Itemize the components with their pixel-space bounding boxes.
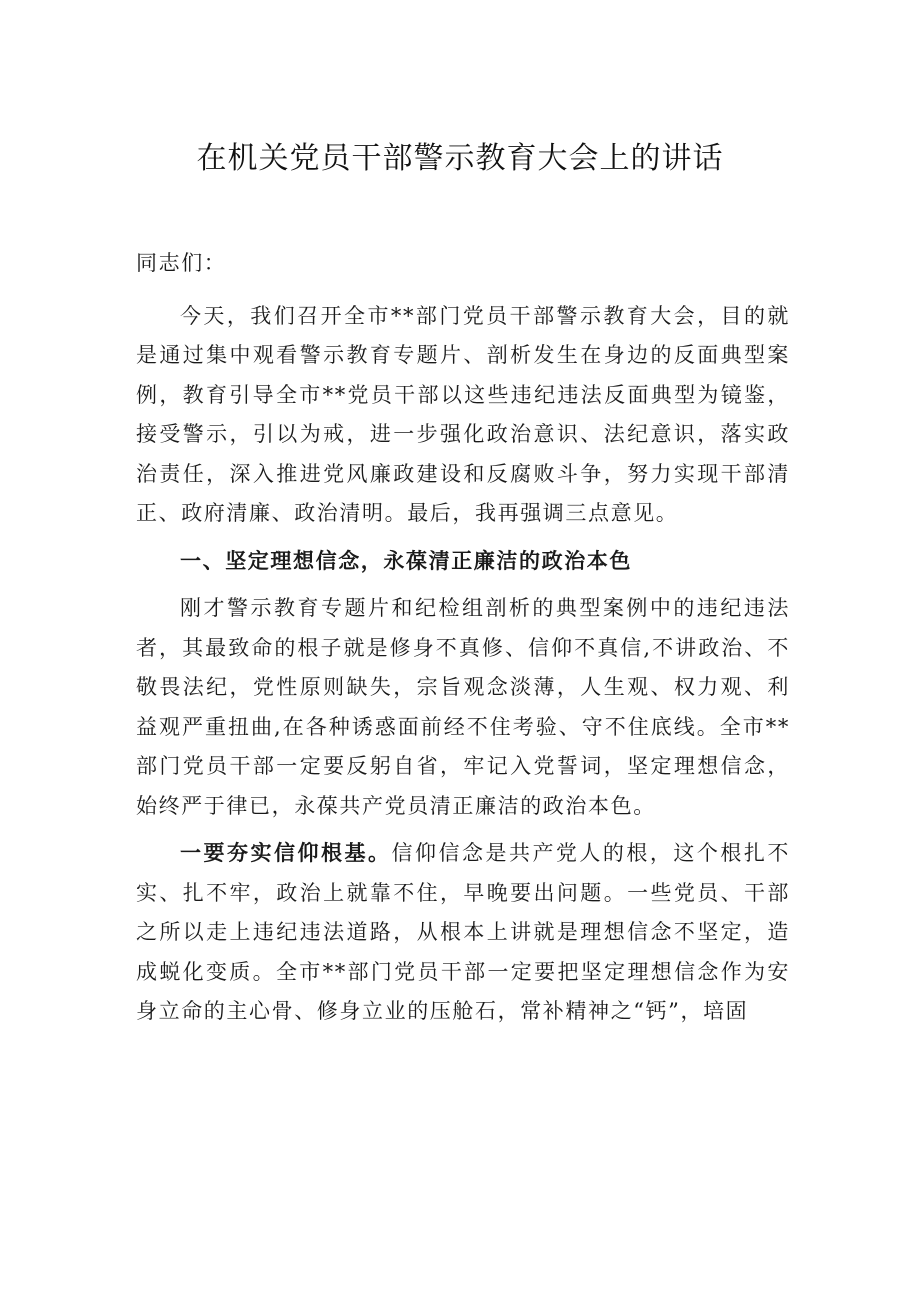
point-1-paragraph [136, 834, 790, 1032]
document-title: 在机关党员干部警示教育大会上的讲话 [196, 141, 724, 176]
document-body [136, 244, 790, 1032]
section-1-heading: 一、坚定理想信念，永葆清正廉洁的政治本色 [180, 548, 632, 573]
intro-paragraph: 今天，我们召开全市**部门党员干部警示教育大会，目的就是通过集中观看警示教育专题片、剖析发生在身边的反面典型案例，教育引导全市**党员干部以这些违纪违法反面典型为镜鉴，接受警示，引以为戒，进一步强化政治意识、法纪意识，落实政治责任，深入推进党风廉政建设和反腐败斗争，努力实现干部清正、政府清廉、政治清明。最后，我再强调三点意见。 [136, 303, 790, 525]
point-1-lead: 一要夯实信仰根基。 [180, 841, 392, 865]
section-1-paragraph: 刚才警示教育专题片和纪检组剖析的典型案例中的违纪违法者，其最致命的根子就是修身不真修、信仰不真信,不讲政治、不敬畏法纪，党性原则缺失，宗旨观念淡薄，人生观、权力观、利益观严重扭曲,在各种诱惑面前经不住考验、守不住底线。全市**部门党员干部一定要反躬自省，牢记入党誓词，坚定理想信念，始终严于律已，永葆共产党员清正廉洁的政治本色。 [136, 596, 790, 818]
point-1-body: 信仰信念是共产党人的根，这个根扎不实、扎不牢，政治上就靠不住，早晚要出问题。一些党员、干部之所以走上违纪违法道路，从根本上讲就是理想信念不坚定，造成蜕化变质。全市**部门党员干部一定要把坚定理想信念作为安身立命的主心骨、修身立业的压舱石，常补精神之“钙”，培固 [136, 841, 790, 1023]
salutation: 同志们： [136, 251, 227, 275]
